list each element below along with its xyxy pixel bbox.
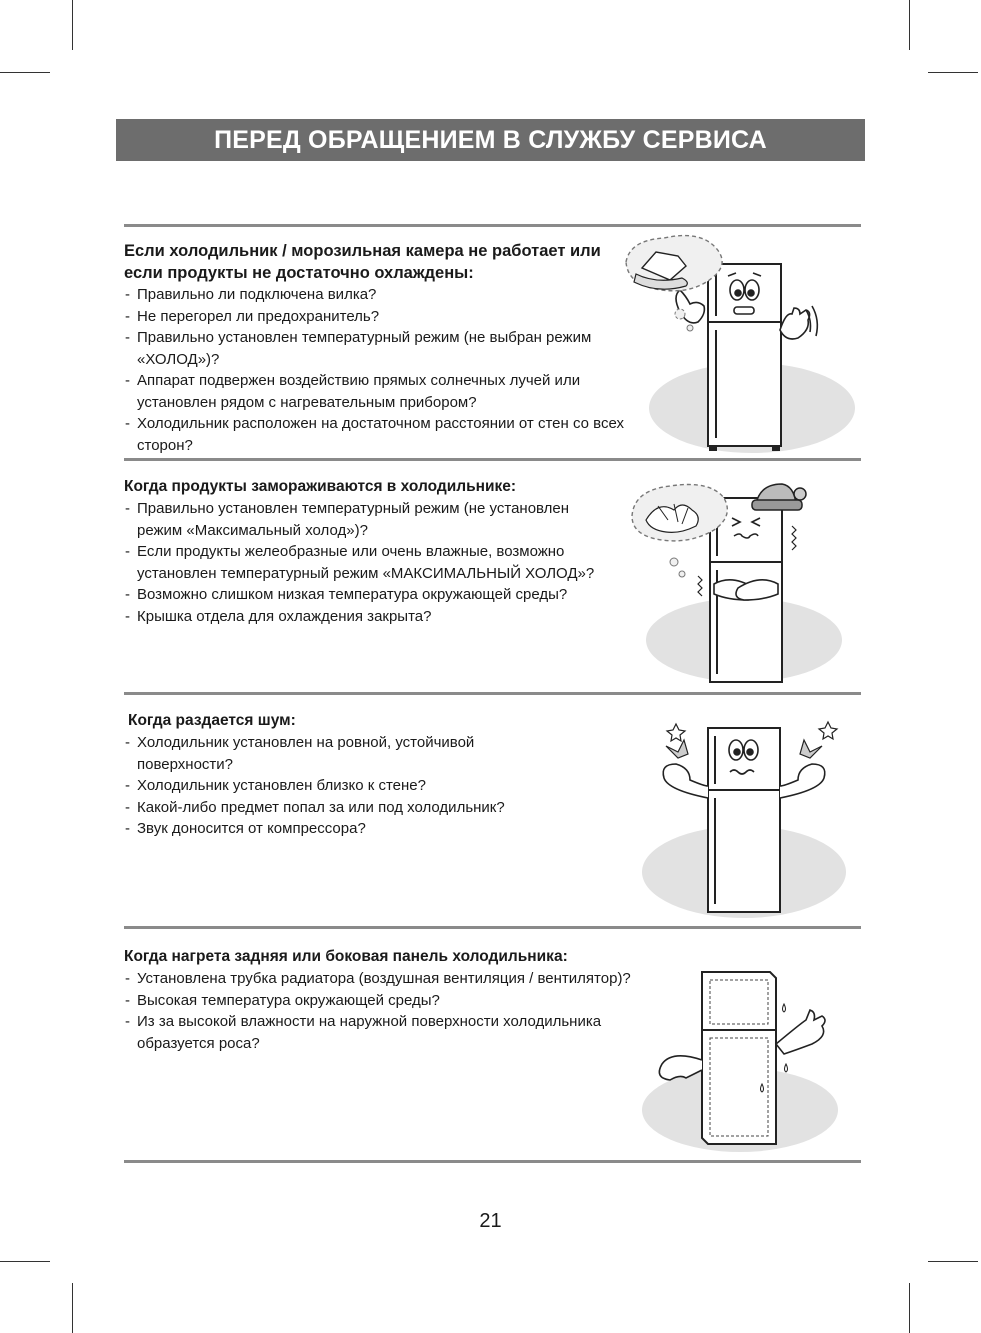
list-item: - Холодильник установлен близко к стене? (124, 775, 544, 797)
fridge-icon (702, 972, 776, 1144)
section-divider (124, 224, 861, 227)
fridge-icon (708, 728, 780, 912)
section-divider (124, 458, 861, 461)
illustration-noisy-fridge (636, 716, 864, 924)
list-item: - Не перегорел ли предохранитель? (124, 306, 634, 328)
illustration-cold-fridge (628, 476, 858, 688)
section-heading: Когда раздается шум: (128, 712, 296, 729)
crop-mark (909, 1283, 910, 1333)
checklist (124, 732, 544, 840)
list-item: - Высокая температура окружающей среды? (124, 990, 644, 1012)
section-noise (124, 710, 544, 840)
list-item: - Холодильник установлен на ровной, устойчивой поверхности? (124, 732, 544, 775)
crop-mark (0, 1261, 50, 1262)
section-food-freezing (124, 476, 614, 627)
section-hot-panel (124, 946, 644, 1054)
section-divider (124, 1160, 861, 1163)
list-item: - Из за высокой влажности на наружной поверхности холодильника образуется роса? (124, 1011, 644, 1054)
list-item: - Правильно ли подключена вилка? (124, 284, 634, 306)
crossed-arms-icon (714, 580, 778, 600)
section-heading: Когда продукты замораживаются в холодильнике: (124, 478, 517, 495)
crop-mark (909, 0, 910, 50)
list-item: - Правильно установлен температурный режим (не установлен режим «Максимальный холод»)? (124, 498, 614, 541)
list-item: - Правильно установлен температурный режим (не выбран режим «ХОЛОД»)? (124, 327, 634, 370)
checklist (124, 498, 614, 627)
section-divider (124, 692, 861, 695)
crop-mark (928, 72, 978, 73)
list-item: - Установлена трубка радиатора (воздушная вентиляция / вентилятор)? (124, 968, 644, 990)
crop-mark (0, 72, 50, 73)
list-item: - Холодильник расположен на достаточном расстоянии от стен со всех сторон? (124, 413, 634, 456)
section-heading: Когда нагрета задняя или боковая панель холодильника: (124, 948, 568, 965)
list-item: - Крышка отдела для охлаждения закрыта? (124, 606, 614, 628)
section-divider (124, 926, 861, 929)
list-item: - Какой-либо предмет попал за или под холодильник? (124, 797, 544, 819)
crop-mark (72, 1283, 73, 1333)
crop-mark (72, 0, 73, 50)
checklist (124, 284, 634, 456)
illustration-warm-fridge (620, 232, 860, 454)
crop-mark (928, 1261, 978, 1262)
checklist (124, 968, 644, 1054)
section-heading: Если холодильник / морозильная камера не работает или если продукты не достаточно охлаждены: (124, 242, 601, 282)
page-number: 21 (479, 1210, 502, 1232)
list-item: - Аппарат подвержен воздействию прямых солнечных лучей или установлен рядом с нагревательным прибором? (124, 370, 634, 413)
illustration-sweating-fridge (640, 964, 856, 1156)
wool-hat-icon (752, 484, 806, 510)
page-title: ПЕРЕД ОБРАЩЕНИЕМ В СЛУЖБУ СЕРВИСА (116, 119, 865, 161)
section-not-cooling (124, 240, 634, 456)
list-item: - Звук доносится от компрессора? (124, 818, 544, 840)
list-item: - Возможно слишком низкая температура окружающей среды? (124, 584, 614, 606)
list-item: - Если продукты желеобразные или очень влажные, возможно установлен температурный режим «МАКСИМАЛЬНЫЙ ХОЛОД»? (124, 541, 614, 584)
